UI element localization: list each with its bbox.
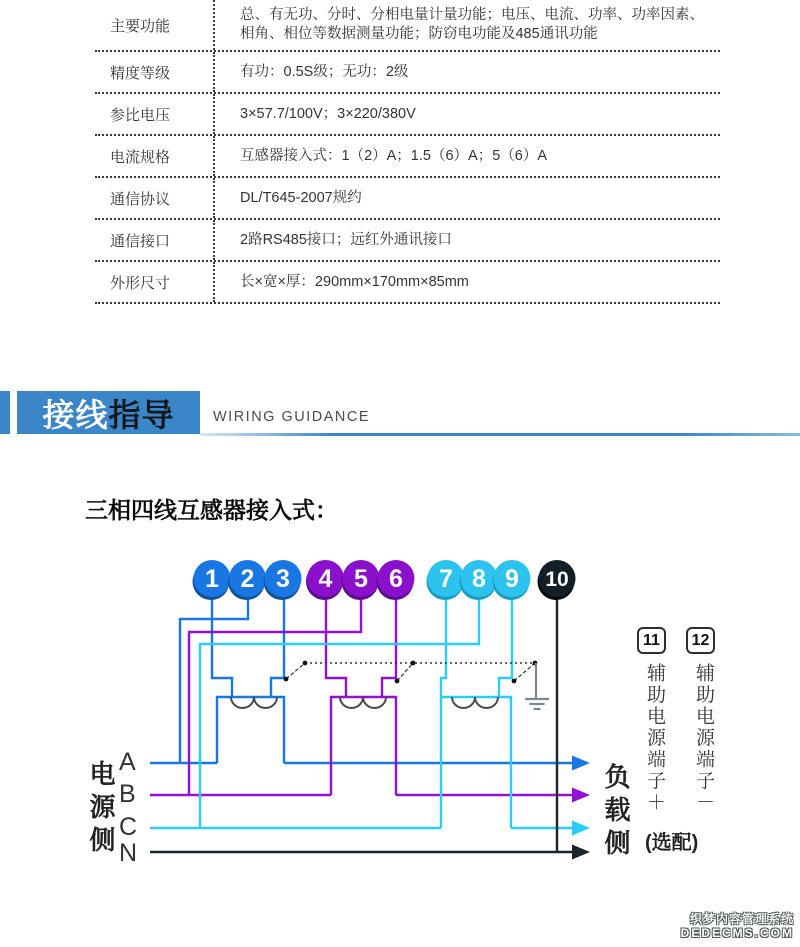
earth-link-a	[286, 663, 305, 679]
section-header-box	[17, 391, 200, 434]
terminal4-wire	[326, 597, 346, 697]
spec-row-label: 通信接口	[95, 220, 215, 260]
terminal-number: 7	[439, 565, 453, 593]
table-row	[95, 136, 720, 178]
terminal3-wire	[271, 597, 284, 697]
table-row	[95, 262, 720, 304]
terminal-number: 8	[472, 565, 486, 593]
load-side-label: 负载侧	[601, 763, 631, 862]
section-title-en: WIRING GUIDANCE	[213, 409, 371, 425]
terminal-number: 1	[205, 565, 219, 593]
terminal-number: 9	[505, 565, 519, 593]
optional-note: (选配)	[645, 832, 699, 854]
source-side-label: 电源侧	[86, 760, 116, 859]
aux-terminal-11: 11	[637, 627, 666, 654]
table-row	[95, 178, 720, 220]
spec-row-value: 长×宽×厚：290mm×170mm×85mm	[240, 273, 469, 290]
spec-row-value: DL/T645-2007规约	[240, 189, 362, 206]
phase-letter-n: N	[119, 839, 138, 867]
terminal9-wire	[499, 597, 512, 697]
spec-row-value: 有功：0.5S级；无功：2级	[240, 63, 409, 80]
table-row	[95, 220, 720, 262]
section-title-zh-part1: 接线	[42, 396, 109, 433]
watermark-line2: DEDECMS.COM	[680, 926, 794, 940]
phase-b-arrow	[572, 788, 590, 803]
earth-link-c	[514, 663, 535, 681]
spec-row-value: 互感器接入式：1（2）A；1.5（6）A；5（6）A	[240, 147, 547, 164]
terminal-number: 2	[240, 565, 255, 593]
earth-switch-links	[286, 663, 535, 681]
aux-label-minus: 辅助电源端子－	[693, 663, 714, 814]
neutral-wires	[150, 597, 572, 852]
table-row	[95, 0, 720, 52]
spec-table	[95, 0, 720, 304]
phase-letter-c: C	[119, 813, 138, 841]
ct-a-coil	[231, 697, 277, 708]
terminal6-wire	[382, 597, 396, 697]
neutral-arrow	[572, 845, 590, 860]
cms-watermark	[681, 912, 794, 940]
spec-row-value: 3×57.7/100V；3×220/380V	[240, 105, 416, 122]
ct-b-coil	[340, 697, 386, 708]
table-row	[95, 52, 720, 94]
terminal-number: 5	[354, 565, 368, 593]
section-title-zh-part2: 指导	[108, 396, 175, 433]
phase-a-arrow	[572, 756, 590, 771]
terminal7-wire	[441, 597, 446, 697]
terminal-number: 10	[545, 568, 569, 591]
spec-row-label: 电流规格	[95, 136, 215, 176]
header-accent-bar	[0, 391, 10, 434]
terminal-number: 4	[318, 565, 333, 593]
earth-link-b	[397, 663, 413, 681]
spec-row-label: 通信协议	[95, 178, 215, 218]
spec-row-label: 精度等级	[95, 52, 215, 92]
spec-row-value: 总、有无功、分时、分相电量计量功能；电压、电流、功率、功率因素、相角、相位等数据测量功能；防窃电功能及485通讯功能	[240, 7, 704, 42]
spec-row-label: 主要功能	[95, 0, 215, 50]
phase-letter-a: A	[119, 748, 136, 776]
aux-label-plus: 辅助电源端子＋	[644, 663, 665, 814]
ct-b-frame	[331, 697, 396, 795]
terminal1-wire	[212, 597, 232, 697]
ground-icon	[525, 663, 549, 709]
spec-row-value: 2路RS485接口；远红外通讯接口	[240, 231, 452, 248]
terminal-number: 6	[389, 565, 403, 593]
ct-coils	[231, 697, 498, 708]
watermark-line1: 织梦内容管理系统	[689, 912, 794, 926]
phase-letters	[119, 748, 137, 867]
spec-row-label: 参比电压	[95, 94, 215, 134]
phase-letter-b: B	[119, 780, 136, 808]
diagram-title: 三相四线互感器接入式：	[85, 497, 338, 523]
table-row	[95, 94, 720, 136]
ct-c-coil	[452, 697, 498, 708]
header-underline	[200, 433, 800, 436]
terminal-number: 3	[276, 565, 290, 593]
ct-a-frame	[217, 697, 284, 763]
phase-c-arrow	[572, 821, 590, 836]
aux-terminal-12: 12	[686, 627, 715, 654]
spec-row-label: 外形尺寸	[95, 262, 215, 302]
